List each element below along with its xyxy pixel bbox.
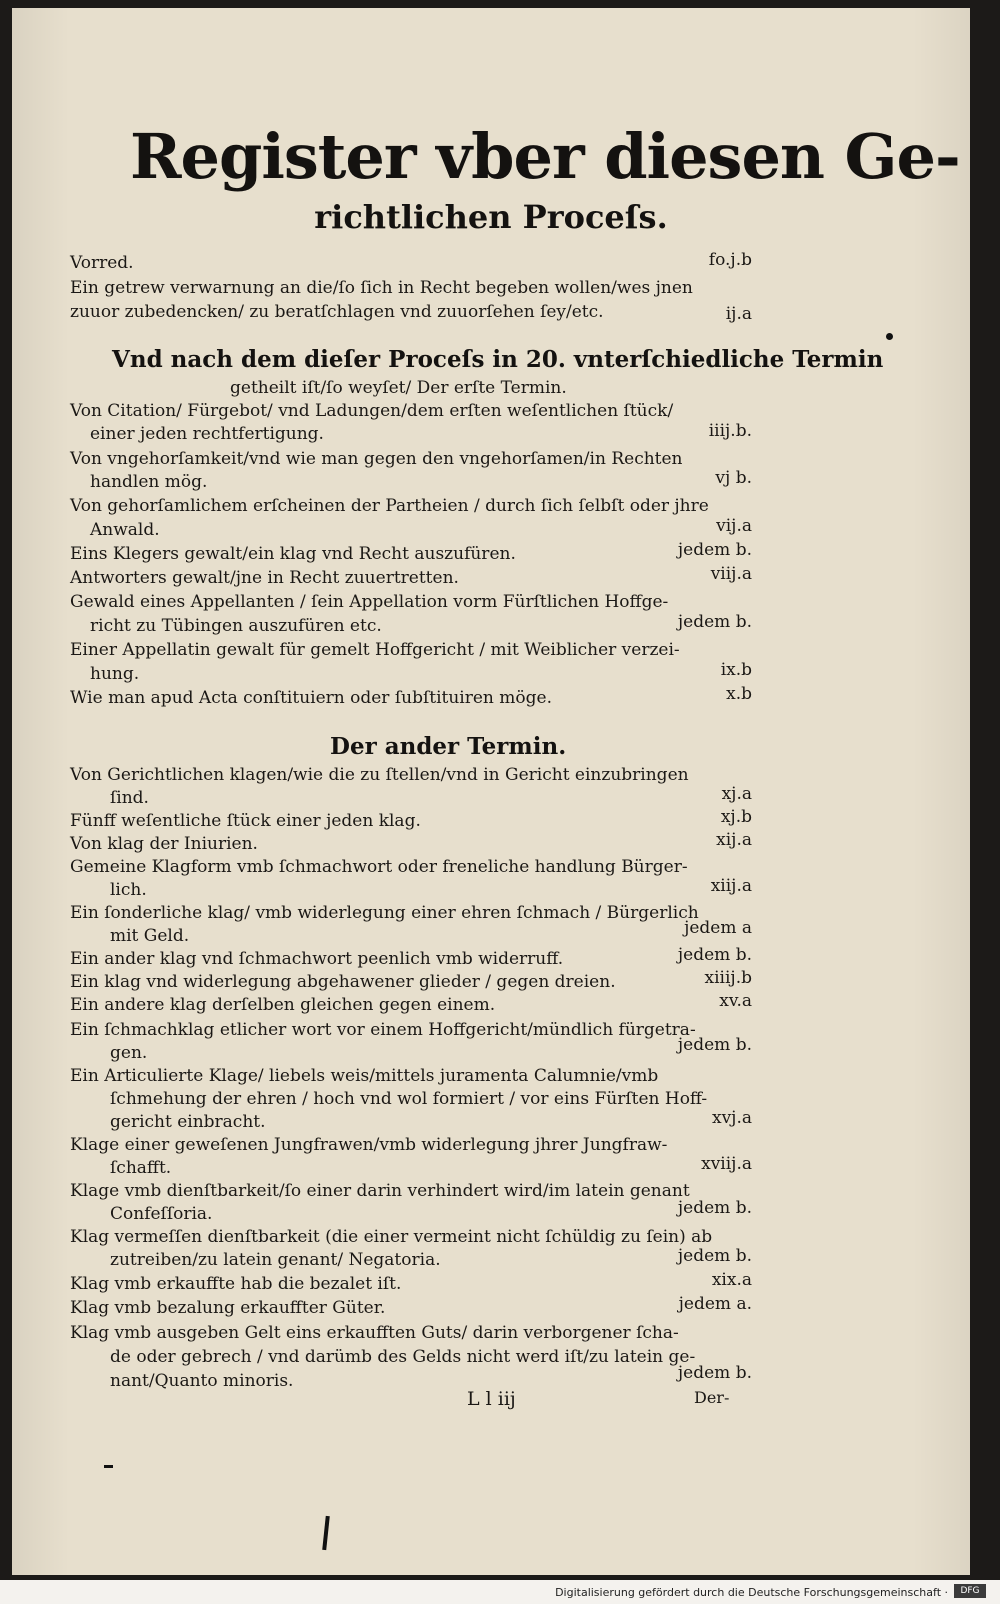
entry-text: einer jeden rechtfertigung. [90, 424, 324, 444]
entry-ref: jedem b. [677, 945, 752, 965]
entry-ref: ij.a [725, 304, 752, 324]
entry-text: Einer Appellatin gewalt für gemelt Hoffgericht / mit Weiblicher verzei- [70, 640, 680, 660]
ink-stroke [104, 1465, 113, 1468]
entry-text: Ein ſonderliche klag/ vmb widerlegung einer ehren ſchmach / Bürgerlich [70, 903, 699, 923]
entry-ref: jedem b. [677, 1363, 752, 1383]
entry-text: Fünff weſentliche ſtück einer jeden klag. [70, 811, 421, 831]
entry-ref: xvj.a [711, 1108, 752, 1128]
entry-text: zutreiben/zu latein genant/ Negatoria. [110, 1250, 441, 1270]
entry-text: Von Gerichtlichen klagen/wie die zu ſtellen/vnd in Gericht einzubringen [70, 765, 689, 785]
entry-text: Von gehorſamlichem erſcheinen der Partheien / durch ſich ſelbſt oder jhre [70, 496, 709, 516]
entry-text: de oder gebrech / vnd darümb des Gelds nicht werd iſt/zu latein ge- [110, 1347, 696, 1367]
entry-ref: xviij.a [701, 1154, 752, 1174]
ink-spot [886, 333, 893, 340]
entry-text: Ein getrew verwarnung an die/ſo ſich in Recht begeben wollen/wes jnen [70, 278, 693, 298]
ink-stroke [322, 1516, 330, 1550]
entry-ref: xj.a [721, 784, 752, 804]
entry-text: Klag vermeſſen dienſtbarkeit (die einer vermeint nicht ſchüldig zu ſein) ab [70, 1227, 713, 1247]
entry-text: Von vngehorſamkeit/vnd wie man gegen den vngehorſamen/in Rechten [70, 449, 683, 469]
entry-text: mit Geld. [110, 926, 190, 946]
register-title: Register vber diesen Ge- [130, 120, 960, 193]
entry-text: Ein ſchmachklag etlicher wort vor einem Hoffgericht/mündlich fürgetra- [70, 1020, 696, 1040]
entry-ref: jedem b. [677, 612, 752, 632]
entry-text: Gewald eines Appellanten / ſein Appellation vorm Fürſtlichen Hoffge- [70, 592, 669, 612]
entry-ref: xv.a [719, 991, 752, 1011]
entry-ref: fo.j.b [708, 250, 752, 270]
entry-text: Ein andere klag derſelben gleichen gegen einem. [70, 995, 496, 1015]
entry-text: Klage einer geweſenen Jungfrawen/vmb widerlegung jhrer Jungfraw- [70, 1135, 668, 1155]
signature-mark: L l iij [467, 1388, 516, 1410]
entry-ref: vj b. [715, 468, 752, 488]
entry-ref: ix.b [720, 660, 752, 680]
entry-text: Klage vmb dienſtbarkeit/ſo einer darin verhindert wird/im latein genant [70, 1181, 690, 1201]
entry-text: ſchmehung der ehren / hoch vnd wol formiert / vor eins Fürſten Hoff- [110, 1089, 708, 1109]
dfg-logo: DFG [954, 1584, 986, 1598]
entry-text: Ein ander klag vnd ſchmachwort peenlich vmb widerruff. [70, 949, 564, 969]
entry-ref: viij.a [710, 564, 752, 584]
entry-ref: xiij.a [710, 876, 752, 896]
entry-text: Ein Articulierte Klage/ liebels weis/mittels juramenta Calumnie/vmb [70, 1066, 659, 1086]
entry-text: Von Citation/ Fürgebot/ vnd Ladungen/dem erſten weſentlichen ſtück/ [70, 401, 674, 421]
entry-ref: jedem b. [677, 1035, 752, 1055]
entry-text: Antworters gewalt/jne in Recht zuuertretten. [70, 568, 459, 588]
entry-text: Eins Klegers gewalt/ein klag vnd Recht auszufüren. [70, 544, 516, 564]
entry-ref: xj.b [720, 807, 752, 827]
entry-text: Gemeine Klagform vmb ſchmachwort oder freneliche handlung Bürger- [70, 857, 688, 877]
entry-text: Von klag der Iniurien. [70, 834, 258, 854]
section-heading: Der ander Termin. [330, 733, 567, 760]
digitization-footer [0, 1580, 1000, 1604]
entry-text: Anwald. [90, 520, 160, 540]
section-intro-subline: getheilt iſt/ſo weyſet/ Der erſte Termin. [230, 378, 567, 398]
entry-text: Wie man apud Acta conſtituiern oder ſubſtituiren möge. [70, 688, 552, 708]
entry-text: lich. [110, 880, 147, 900]
book-page [12, 8, 970, 1575]
entry-text: Ein klag vnd widerlegung abgehawener glieder / gegen dreien. [70, 972, 616, 992]
entry-text: ſchafft. [110, 1158, 172, 1178]
entry-ref: xij.a [716, 830, 752, 850]
entry-ref: jedem a. [678, 1294, 752, 1314]
entry-text: gen. [110, 1043, 148, 1063]
entry-text: gericht einbracht. [110, 1112, 266, 1132]
entry-text: Klag vmb erkauffte hab die bezalet iſt. [70, 1274, 402, 1294]
entry-ref: jedem a [684, 918, 752, 938]
entry-ref: iiij.b. [708, 421, 752, 441]
entry-text: zuuor zubedencken/ zu beratſchlagen vnd zuuorſehen ſey/etc. [70, 302, 604, 322]
catchword: Der- [694, 1388, 730, 1407]
funding-credit: Digitalisierung gefördert durch die Deutsche Forschungsgemeinschaft · [555, 1586, 948, 1599]
entry-text: handlen mög. [90, 472, 208, 492]
section-intro-heading: Vnd nach dem dieſer Proceſs in 20. vnterſchiedliche Termin [112, 346, 884, 373]
entry-ref: xix.a [711, 1270, 752, 1290]
entry-ref: jedem b. [677, 540, 752, 560]
entry-text: richt zu Tübingen auszufüren etc. [90, 616, 382, 636]
entry-text: ſind. [110, 788, 149, 808]
entry-text: hung. [90, 664, 140, 684]
entry-ref: x.b [726, 684, 752, 704]
register-subtitle: richtlichen Proceſs. [314, 198, 668, 236]
entry-ref: jedem b. [677, 1198, 752, 1218]
entry-text: Klag vmb bezalung erkauffter Güter. [70, 1298, 386, 1318]
entry-text: Klag vmb ausgeben Gelt eins erkaufften Guts/ darin verborgener ſcha- [70, 1323, 679, 1343]
entry-text: nant/Quanto minoris. [110, 1371, 294, 1391]
entry-text: Vorred. [70, 253, 134, 273]
entry-ref: xiiij.b [704, 968, 752, 988]
entry-ref: vij.a [716, 516, 752, 536]
entry-text: Confeſſoria. [110, 1204, 213, 1224]
entry-ref: jedem b. [677, 1246, 752, 1266]
